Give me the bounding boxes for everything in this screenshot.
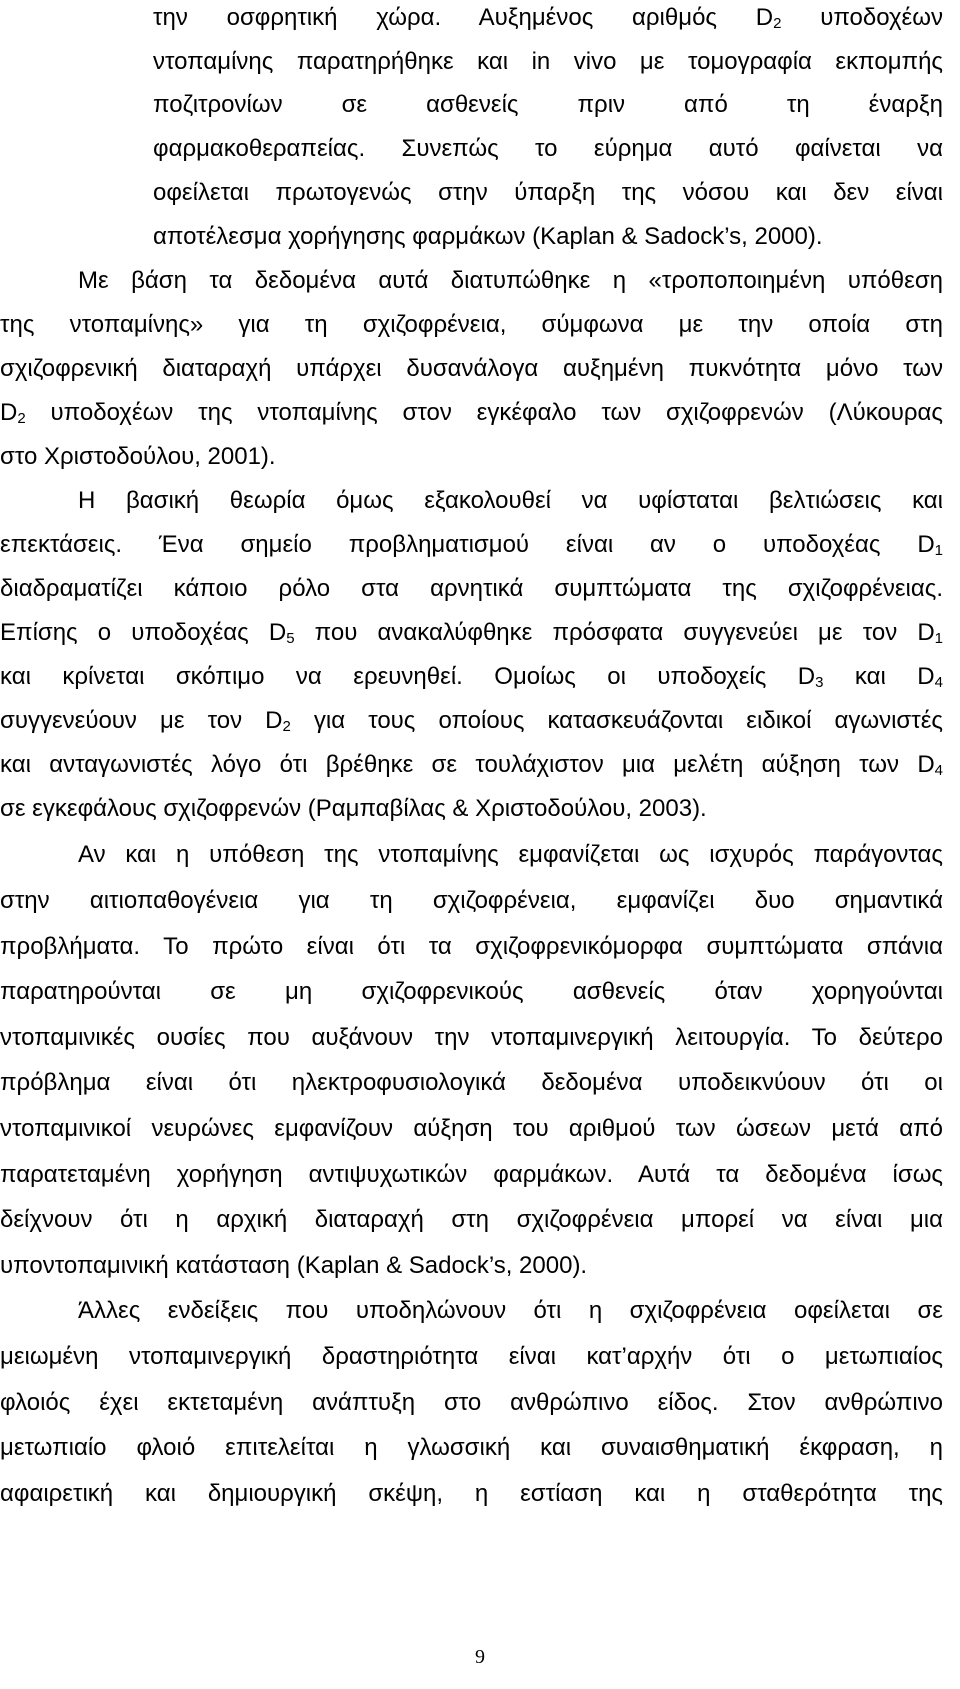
subscript: 2 — [282, 718, 291, 735]
text-line — [78, 266, 943, 296]
text-run: επεκτάσεις. Ένα σημείο προβληματισμού είναι αν ο υποδοχέας D — [0, 531, 935, 558]
text-line — [0, 1342, 943, 1372]
text-line — [153, 3, 943, 33]
text-line — [0, 442, 300, 472]
text-line — [0, 662, 943, 692]
text-run: σχιζοφρενική διαταραχή υπάρχει δυσανάλογα αυξημένη πυκνότητα μόνο των — [0, 355, 943, 382]
text-run: και D — [823, 663, 935, 690]
text-run: μετωπιαίο φλοιό επιτελείται η γλωσσική και συναισθηματική έκφραση, η — [0, 1434, 943, 1461]
text-run: Άλλες ενδείξεις που υποδηλώνουν ότι η σχιζοφρένεια οφείλεται σε — [78, 1297, 943, 1324]
subscript: 1 — [934, 542, 943, 559]
text-line — [78, 840, 943, 870]
text-run: της ντοπαμίνης» για τη σχιζοφρένεια, σύμφωνα με την οποία στη — [0, 311, 943, 338]
text-run: φαρμακοθεραπείας. Συνεπώς το εύρημα αυτό φαίνεται να — [153, 135, 943, 162]
text-line — [0, 1479, 943, 1509]
text-line — [0, 1251, 628, 1281]
text-line — [153, 47, 943, 77]
text-run: στην αιτιοπαθογένεια για τη σχιζοφρένεια, εμφανίζει δυο σημαντικά — [0, 887, 943, 914]
subscript: 2 — [773, 15, 782, 32]
text-run: ντοπαμινικές ουσίες που αυξάνουν την ντοπαμινεργική λειτουργία. Το δεύτερο — [0, 1024, 943, 1051]
text-line — [0, 886, 943, 916]
text-run: ποζιτρονίων σε ασθενείς πριν από τη έναρξη — [153, 91, 943, 118]
text-line — [0, 1388, 943, 1418]
text-run: αφαιρετική και δημιουργική σκέψη, η εστίαση και η σταθερότητα της — [0, 1480, 943, 1507]
text-run: Αν και η υπόθεση της ντοπαμίνης εμφανίζεται ως ισχυρός παράγοντας — [78, 841, 943, 868]
text-line — [0, 310, 943, 340]
text-line — [0, 354, 943, 384]
text-line — [0, 574, 943, 604]
subscript: 4 — [934, 762, 943, 779]
subscript: 4 — [934, 674, 943, 691]
text-run: φλοιός έχει εκτεταμένη ανάπτυξη στο ανθρώπινο είδος. Στον ανθρώπινο — [0, 1389, 943, 1416]
text-run: δείχνουν ότι η αρχική διαταραχή στη σχιζοφρένεια μπορεί να είναι μια — [0, 1206, 943, 1233]
text-run: παρατεταμένη χορήγηση αντιψυχωτικών φαρμάκων. Αυτά τα δεδομένα ίσως — [0, 1161, 943, 1188]
text-line — [0, 706, 943, 736]
text-line — [78, 486, 943, 516]
text-run: σε εγκεφάλους σχιζοφρενών (Ραμπαβίλας & Χριστοδούλου, 2003). — [0, 795, 707, 822]
text-run: Η βασική θεωρία όμως εξακολουθεί να υφίσταται βελτιώσεις και — [78, 487, 943, 514]
text-line — [153, 222, 886, 252]
text-run: διαδραματίζει κάποιο ρόλο στα αρνητικά συμπτώματα της σχιζοφρένειας. — [0, 575, 943, 602]
text-run: Με βάση τα δεδομένα αυτά διατυπώθηκε η «τροποποιημένη υπόθεση — [78, 267, 943, 294]
text-line — [0, 1068, 943, 1098]
text-line — [0, 1433, 943, 1463]
text-line — [0, 1160, 943, 1190]
text-line — [78, 1296, 943, 1326]
text-run: προβλήματα. Το πρώτο είναι ότι τα σχιζοφρενικόμορφα συμπτώματα σπάνια — [0, 933, 943, 960]
text-line — [0, 932, 943, 962]
text-run: που ανακαλύφθηκε πρόσφατα συγγενεύει με τον D — [294, 619, 935, 646]
text-run: στο Χριστοδούλου, 2001). — [0, 443, 276, 470]
text-line — [0, 977, 943, 1007]
text-run: για τους οποίους κατασκευάζονται ειδικοί αγωνιστές — [290, 707, 943, 734]
text-line — [0, 530, 943, 560]
text-run: ντοπαμίνης παρατηρήθηκε και in vivo με τομογραφία εκπομπής — [153, 48, 943, 75]
text-run: αποτέλεσμα χορήγησης φαρμάκων (Kaplan & Sadock’s, 2000). — [153, 223, 823, 250]
page-number: 9 — [475, 1646, 485, 1668]
text-line — [0, 1114, 943, 1144]
text-run: πρόβλημα είναι ότι ηλεκτροφυσιολογικά δεδομένα υποδεικνύουν ότι οι — [0, 1069, 943, 1096]
text-run: την οσφρητική χώρα. Αυξημένος αριθμός D — [153, 4, 774, 31]
text-run: οφείλεται πρωτογενώς στην ύπαρξη της νόσου και δεν είναι — [153, 179, 943, 206]
text-run: μειωμένη ντοπαμινεργική δραστηριότητα είναι κατ’αρχήν ότι ο μετωπιαίος — [0, 1343, 943, 1370]
text-run: και κρίνεται σκόπιμο να ερευνηθεί. Ομοίως οι υποδοχείς D — [0, 663, 816, 690]
text-run: συγγενεύουν με τον D — [0, 707, 283, 734]
subscript: 2 — [17, 410, 26, 427]
text-run: υποδοχέων — [781, 4, 943, 31]
subscript: 3 — [815, 674, 824, 691]
text-line — [0, 1205, 943, 1235]
text-line — [0, 794, 760, 824]
text-run: υποντοπαμινική κατάσταση (Kaplan & Sadock’s, 2000). — [0, 1252, 588, 1279]
text-run: ντοπαμινικοί νευρώνες εμφανίζουν αύξηση του αριθμού των ώσεων μετά από — [0, 1115, 943, 1142]
text-line — [153, 90, 943, 120]
text-line — [153, 178, 943, 208]
text-run: και ανταγωνιστές λόγο ότι βρέθηκε σε τουλάχιστον μια μελέτη αύξηση των D — [0, 751, 935, 778]
text-line — [153, 134, 943, 164]
text-line — [0, 1023, 943, 1053]
text-line — [0, 750, 943, 780]
text-run: Επίσης ο υποδοχέας D — [0, 619, 287, 646]
subscript: 5 — [286, 630, 295, 647]
text-line — [0, 618, 943, 648]
text-run: D — [0, 399, 18, 426]
text-run: υποδοχέων της ντοπαμίνης στον εγκέφαλο των σχιζοφρενών (Λύκουρας — [25, 399, 943, 426]
text-run: παρατηρούνται σε μη σχιζοφρενικούς ασθενείς όταν χορηγούνται — [0, 978, 943, 1005]
text-line — [0, 398, 943, 428]
subscript: 1 — [934, 630, 943, 647]
